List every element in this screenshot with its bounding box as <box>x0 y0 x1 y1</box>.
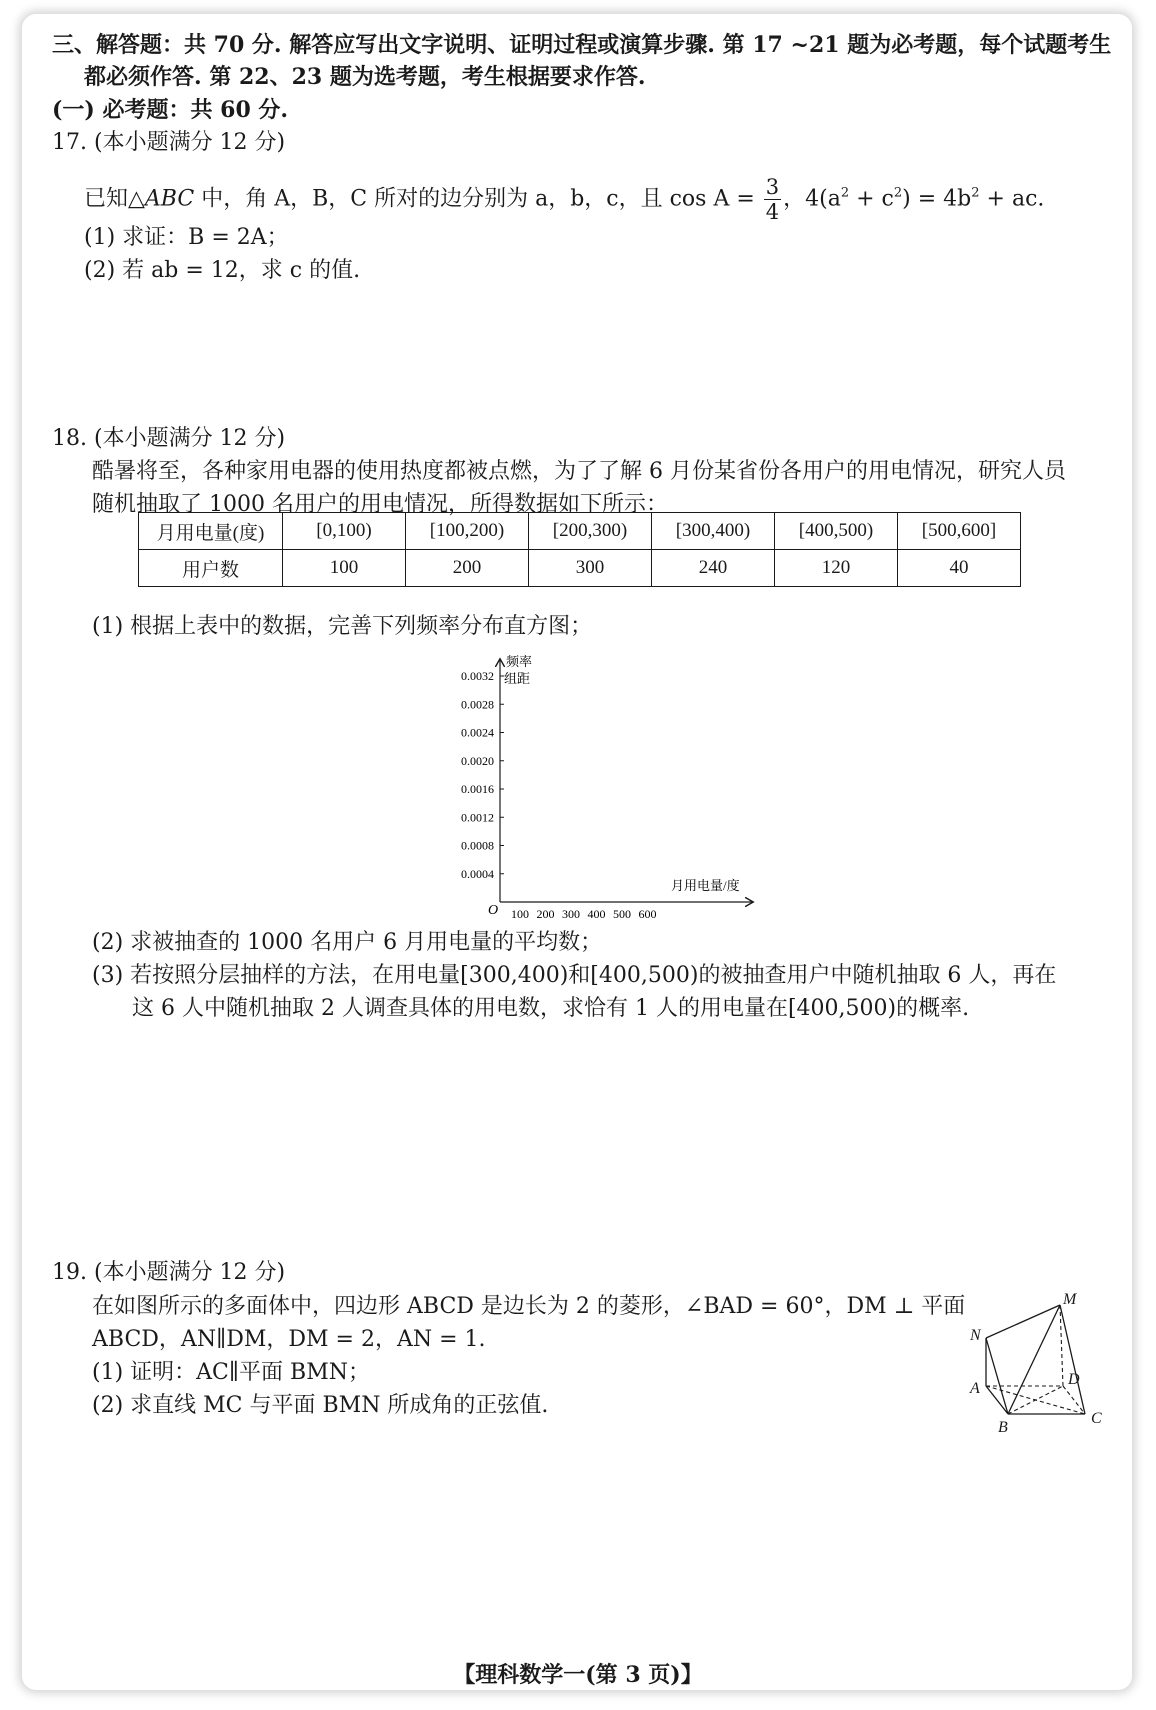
q18-title: 18. (本小题满分 12 分) <box>52 426 286 451</box>
q17-title: 17. (本小题满分 12 分) <box>52 130 286 155</box>
frequency-histogram <box>440 652 760 922</box>
table-row <box>139 550 1021 587</box>
edge-nb <box>986 1338 1008 1414</box>
exponent: 2 <box>971 185 980 201</box>
vertex-label-m: M <box>1063 1291 1077 1308</box>
q17-stem-tail-b: + c <box>849 186 894 212</box>
table-cell: [200,300) <box>529 513 652 550</box>
x-tick-label: 100 <box>511 907 529 921</box>
q19-part1: (1) 证明：AC∥平面 BMN； <box>92 1360 370 1385</box>
q17-stem-abc: ABC <box>144 186 195 212</box>
table-cell: 240 <box>652 550 775 587</box>
edge-nm <box>986 1305 1060 1338</box>
q17-stem-tail-d: + ac. <box>979 186 1045 212</box>
table-cell: [400,500) <box>775 513 898 550</box>
table-cell: [500,600] <box>898 513 1021 550</box>
x-tick-label: 300 <box>562 907 580 921</box>
electricity-table <box>138 512 1021 587</box>
y-tick-label: 0.0032 <box>461 669 494 683</box>
section-part-heading: (一) 必考题：共 60 分. <box>52 97 289 123</box>
q18-part3-line1: (3) 若按照分层抽样的方法，在用电量[300,400)和[400,500)的被抽查用户中随机抽取 6 人，再在 <box>92 963 1057 988</box>
table-cell: 200 <box>406 550 529 587</box>
vertex-label-a: A <box>970 1380 980 1397</box>
table-cell: 100 <box>283 550 406 587</box>
x-tick-label: 500 <box>613 907 631 921</box>
x-tick-label: 200 <box>536 907 555 921</box>
page-footer: 【理科数学一(第 3 页)】 <box>453 1662 703 1688</box>
y-tick-label: 0.0008 <box>461 838 494 853</box>
y-tick-label: 0.0012 <box>461 810 494 825</box>
table-cell: [300,400) <box>652 513 775 550</box>
x-tick-label: 600 <box>638 907 657 921</box>
q19-title: 19. (本小题满分 12 分) <box>52 1260 286 1285</box>
q17-stem-tail-c: ) = 4b <box>902 186 972 212</box>
q19-stem-line1: 在如图所示的多面体中，四边形 ABCD 是边长为 2 的菱形，∠BAD = 60°，DM ⊥ 平面 <box>92 1294 966 1319</box>
table-cell: 40 <box>898 550 1021 587</box>
y-tick-label: 0.0024 <box>461 725 494 740</box>
q18-stem-line1: 酷暑将至，各种家用电器的使用热度都被点燃，为了了解 6 月份某省份各用户的用电情况，研究人员 <box>92 459 1066 484</box>
table-cell: [100,200) <box>406 513 529 550</box>
q17-part2: (2) 若 ab = 12，求 c 的值. <box>84 258 361 283</box>
x-ticks <box>511 907 657 921</box>
y-tick-label: 0.0028 <box>461 697 494 712</box>
table-row <box>139 513 1021 550</box>
vertex-label-b: B <box>998 1419 1008 1436</box>
diagonal-bd-hidden <box>1008 1386 1063 1414</box>
x-tick-label: 400 <box>587 907 606 921</box>
q18-part3-line2: 这 6 人中随机抽取 2 人调查具体的用电数，求恰有 1 人的用电量在[400,500)的概率. <box>132 996 970 1021</box>
y-tick-label: 0.0004 <box>461 866 494 881</box>
exponent: 2 <box>893 185 903 201</box>
cos-a-fraction <box>764 175 781 224</box>
table-cell: 120 <box>775 550 898 587</box>
vertex-label-d: D <box>1068 1371 1080 1388</box>
table-cell: [0,100) <box>283 513 406 550</box>
y-tick-label: 0.0016 <box>461 782 494 796</box>
vertex-label-n: N <box>970 1327 981 1344</box>
table-row-header: 月用电量(度) <box>139 513 283 550</box>
y-axis-label-numerator: 频率 <box>506 654 533 669</box>
x-axis-label: 月用电量/度 <box>671 878 740 893</box>
origin-label: O <box>488 903 499 918</box>
y-axis-label-denominator: 组距 <box>504 671 531 686</box>
q17-part1: (1) 求证：B = 2A； <box>84 225 289 250</box>
q18-stem-line2: 随机抽取了 1000 名用户的用电情况，所得数据如下所示： <box>92 492 668 517</box>
table-cell: 300 <box>529 550 652 587</box>
table-row-header: 用户数 <box>139 550 283 587</box>
q18-part2: (2) 求被抽查的 1000 名用户 6 月用电量的平均数； <box>92 930 603 955</box>
q19-part2: (2) 求直线 MC 与平面 BMN 所成角的正弦值. <box>92 1393 549 1418</box>
fraction-numerator: 3 <box>765 175 780 199</box>
q17-stem-tail-a: ，4(a <box>783 186 841 212</box>
exponent: 2 <box>840 185 850 201</box>
q17-stem-prefix: 已知△ <box>84 186 145 212</box>
edge-bm <box>1008 1305 1060 1414</box>
q19-stem-line2: ABCD，AN∥DM，DM = 2，AN = 1. <box>92 1327 486 1352</box>
edge-ab <box>986 1386 1008 1414</box>
y-ticks <box>461 669 504 881</box>
polyhedron-figure <box>960 1290 1120 1440</box>
q17-stem-middle: 中，角 A，B，C 所对的边分别为 a，b，c，且 cos A = <box>194 186 762 212</box>
vertex-label-c: C <box>1091 1410 1102 1427</box>
fraction-denominator: 4 <box>765 200 780 224</box>
q17-stem <box>84 175 1044 224</box>
q18-part1: (1) 根据上表中的数据，完善下列频率分布直方图； <box>92 614 593 639</box>
y-tick-label: 0.0020 <box>461 753 494 768</box>
section-heading-line1: 三、解答题：共 70 分. 解答应写出文字说明、证明过程或演算步骤. 第 17 ~21 题为必考题，每个试题考生 <box>52 32 1112 58</box>
section-heading-line2: 都必须作答. 第 22、23 题为选考题，考生根据要求作答. <box>84 64 646 90</box>
